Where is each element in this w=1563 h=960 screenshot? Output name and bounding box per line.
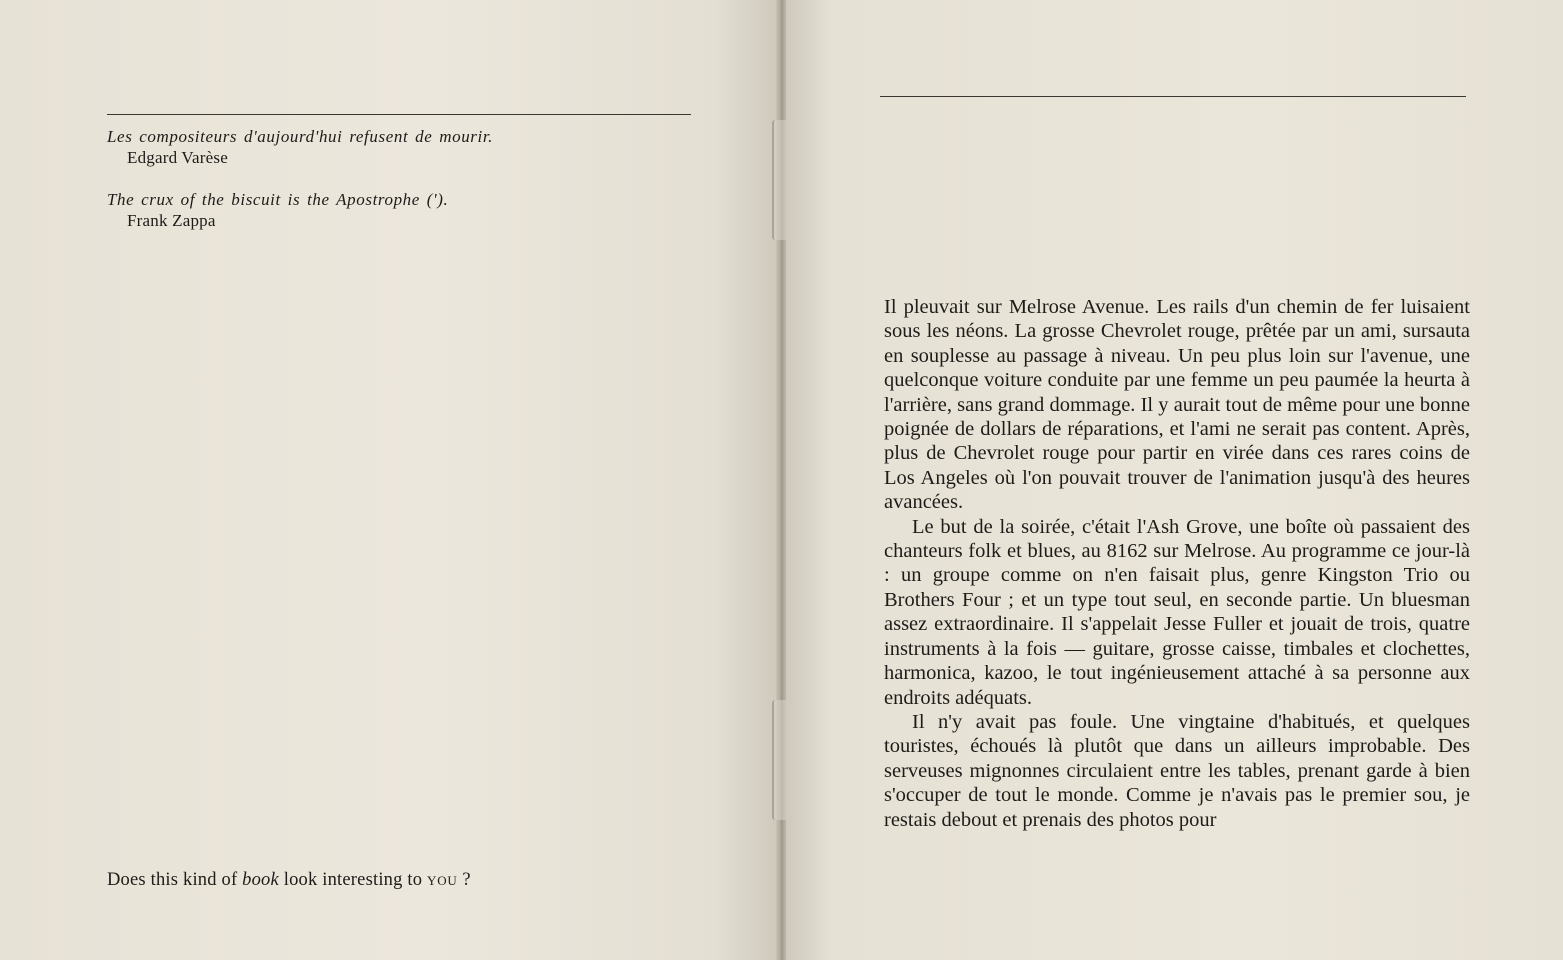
epigraph-varese	[107, 126, 493, 168]
left-page	[0, 0, 778, 960]
question-small-caps: YOU	[427, 873, 458, 888]
question-emphasis: book	[242, 870, 279, 890]
paragraph: Il n'y avait pas foule. Une vingtaine d'habitués, et quelques touristes, échoués là plutôt que dans un ailleurs improbable. Des serveuses mignonnes circulaient entre les tables, prenant garde à bien s'occuper de tout le monde. Comme je n'avais pas le premier sou, je restais debout et prenais des photos pour	[884, 710, 1470, 831]
epigraph-author: Edgard Varèse	[127, 148, 228, 167]
epigraph-author: Frank Zappa	[127, 211, 216, 230]
epigraph-quote: Les compositeurs d'aujourd'hui refusent de mourir.	[107, 127, 494, 146]
epigraph-zappa	[107, 189, 448, 231]
epigraph-quote: The crux of the biscuit is the Apostrophe (').	[107, 190, 449, 209]
paragraph: Il pleuvait sur Melrose Avenue. Les rails d'un chemin de fer luisaient sous les néons. La grosse Chevrolet rouge, prêtée par un ami, sursauta en souplesse au passage à niveau. Un peu plus loin sur l'avenue, une quelconque voiture conduite par une femme un peu paumée la heurta à l'arrière, sans grand dommage. Il y aurait tout de même pour une bonne poignée de dollars de réparations, et l'ami ne serait pas content. Après, plus de Chevrolet rouge pour partir en virée dans ces rares coins de Los Angeles où l'on pouvait trouver de l'animation jusqu'à des heures avancées.	[884, 296, 1470, 514]
top-rule-right	[880, 96, 1466, 97]
footer-question	[107, 870, 471, 891]
question-text-end: ?	[457, 870, 471, 890]
question-text-middle: look interesting to	[278, 870, 427, 890]
question-text-start: Does this kind of	[107, 870, 243, 890]
paragraph: Le but de la soirée, c'était l'Ash Grove, une boîte où passaient des chanteurs folk et blues, au 8162 sur Melrose. Au programme ce jour-là : un groupe comme on n'en faisait plus, genre Kingston Trio ou Brothers Four ; et un type tout seul, en seconde partie. Un bluesman assez extraordinaire. Il s'appelait Jesse Fuller et jouait de trois, quatre instruments à la fois — guitare, grosse caisse, timbales et clochettes, harmonica, kazoo, le tout ingénieusement attaché à sa personne aux endroits adéquats.	[884, 515, 1470, 709]
top-rule-left	[107, 114, 691, 115]
body-text	[884, 295, 1470, 832]
